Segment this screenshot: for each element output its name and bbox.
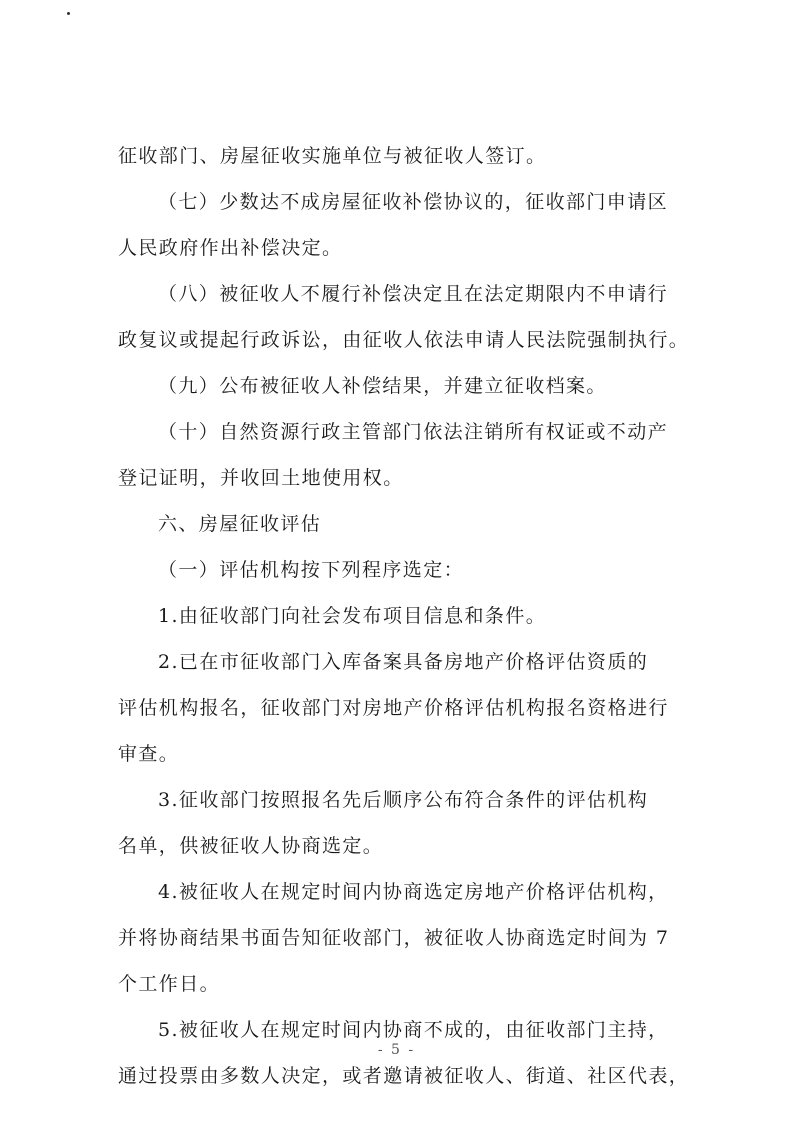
text-line: 1.由征收部门向社会发布项目信息和条件。 — [158, 605, 547, 627]
text-line: 登记证明，并收回土地使用权。 — [118, 467, 404, 489]
text-line: 人民政府作出补偿决定。 — [118, 237, 343, 259]
text-line: （八）被征收人不履行补偿决定且在法定期限内不申请行 — [158, 283, 669, 305]
text-line: （七）少数达不成房屋征收补偿协议的，征收部门申请区 — [158, 191, 669, 213]
text-line: 审查。 — [118, 743, 180, 765]
text-line: （一）评估机构按下列程序选定： — [158, 559, 465, 581]
text-line: 3.征收部门按照报名先后顺序公布符合条件的评估机构 — [158, 789, 649, 811]
text-line: 5.被征收人在规定时间内协商不成的，由征收部门主持， — [158, 1019, 669, 1041]
text-line: 4.被征收人在规定时间内协商选定房地产价格评估机构， — [158, 881, 669, 903]
text-line: 政复议或提起行政诉讼，由征收人依法申请人民法院强制执行。 — [118, 329, 690, 351]
page-number: - 5 - — [377, 1042, 416, 1058]
text-line: 并将协商结果书面告知征收部门，被征收人协商选定时间为 7 — [118, 927, 670, 949]
text-line: 2.已在市征收部门入库备案具备房地产价格评估资质的 — [158, 651, 649, 673]
text-line: （十）自然资源行政主管部门依法注销所有权证或不动产 — [158, 421, 669, 443]
text-line: 征收部门、房屋征收实施单位与被征收人签订。 — [118, 145, 547, 167]
section-heading: 六、房屋征收评估 — [158, 513, 322, 535]
text-line: 评估机构报名，征收部门对房地产价格评估机构报名资格进行 — [118, 697, 669, 719]
text-line: 名单，供被征收人协商选定。 — [118, 835, 384, 857]
text-line: （九）公布被征收人补偿结果，并建立征收档案。 — [158, 375, 607, 397]
text-line: 个工作日。 — [118, 973, 221, 995]
text-line: 通过投票由多数人决定，或者邀请被征收人、街道、社区代表， — [118, 1065, 690, 1087]
scan-dot — [67, 12, 70, 15]
document-body — [118, 133, 698, 1099]
